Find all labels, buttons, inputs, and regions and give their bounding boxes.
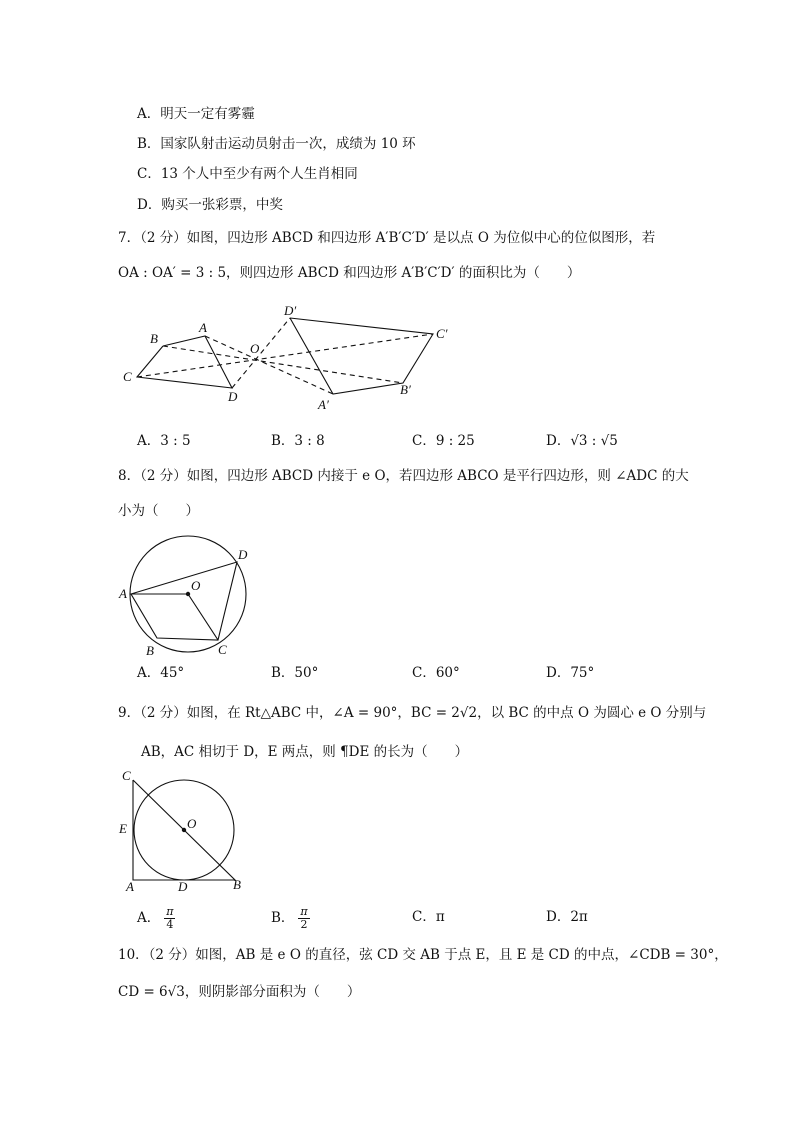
q9-option-b-denominator: 2: [300, 918, 308, 931]
q8-option-b: B．50°: [271, 665, 319, 681]
q6-option-a: A．明天一定有雾霾: [137, 106, 255, 122]
q7-label-a-prime: A′: [318, 397, 329, 412]
q9-option-a-numerator: π: [166, 905, 174, 918]
q9-option-b-numerator: π: [300, 905, 308, 918]
q9-label-o: O: [187, 816, 197, 831]
q9-option-d: D．2π: [546, 909, 588, 925]
q8-label-o: O: [191, 578, 201, 593]
q8-option-a: A．45°: [137, 665, 185, 681]
q9-label-a: A: [126, 879, 134, 894]
q9-option-a: [137, 906, 175, 931]
q9-stem-line1: 9．（2 分）如图，在 Rt△ABC 中，∠A = 90°，BC = 2√2，以 BC 的中点 O 为圆心 e O 分别与: [118, 705, 707, 721]
q9-label-b: B: [233, 877, 241, 892]
q7-option-d: D．√3 : √5: [546, 433, 618, 449]
q6-option-b: B．国家队射击运动员射击一次，成绩为 10 环: [137, 136, 416, 152]
q10-stem-line1: 10．（2 分）如图，AB 是 e O 的直径，弦 CD 交 AB 于点 E，且 E 是 CD 的中点，∠CDB = 30°，: [118, 947, 728, 963]
q8-label-b: B: [146, 643, 154, 658]
q8-label-a: A: [119, 586, 127, 601]
q7-label-o: O: [250, 341, 260, 356]
q6-option-d: D．购买一张彩票，中奖: [137, 197, 283, 213]
q9-option-c: C．π: [412, 909, 445, 925]
q9-option-b: [271, 906, 310, 931]
q6-option-c: C．13 个人中至少有两个人生肖相同: [137, 166, 358, 182]
q8-label-d: D: [238, 547, 248, 562]
q9-stem-line2: AB，AC 相切于 D，E 两点，则 ¶DE 的长为（ ）: [141, 744, 469, 760]
q9-option-a-fraction: [164, 906, 175, 931]
q7-label-d-prime: D′: [284, 303, 297, 318]
q8-option-d: D．75°: [546, 665, 595, 681]
q8-stem-line2: 小为（ ）: [118, 503, 199, 519]
q7-label-c-prime: C′: [436, 326, 448, 341]
q9-option-a-label: A．: [137, 910, 161, 926]
q7-label-d: D: [228, 389, 238, 404]
q7-label-b: B: [150, 331, 158, 346]
q7-stem-line1: 7．（2 分）如图，四边形 ABCD 和四边形 A′B′C′D′ 是以点 O 为位似中心的位似图形，若: [118, 230, 656, 246]
q9-option-b-label: B．: [271, 910, 295, 926]
q10-stem-line2: CD = 6√3，则阴影部分面积为（ ）: [118, 984, 361, 1000]
q9-label-c: C: [122, 768, 131, 783]
q7-label-b-prime: B′: [400, 382, 411, 397]
q9-option-a-denominator: 4: [166, 918, 174, 931]
q7-label-a: A: [199, 320, 207, 335]
q8-stem-line1: 8．（2 分）如图，四边形 ABCD 内接于 e O，若四边形 ABCO 是平行四边形，则 ∠ADC 的大: [118, 468, 689, 484]
q8-label-c: C: [218, 642, 227, 657]
q7-option-b: B．3 : 8: [271, 433, 325, 449]
q8-option-c: C．60°: [412, 665, 460, 681]
q9-label-e: E: [119, 821, 127, 836]
q7-option-a: A．3 : 5: [137, 433, 191, 449]
q7-option-c: C．9 : 25: [412, 433, 475, 449]
q9-option-b-fraction: [298, 906, 309, 931]
q7-stem-line2: OA : OA′ = 3 : 5，则四边形 ABCD 和四边形 A′B′C′D′ 的面积比为（ ）: [118, 265, 581, 281]
q7-label-c: C: [123, 369, 132, 384]
q9-label-d: D: [178, 879, 188, 894]
